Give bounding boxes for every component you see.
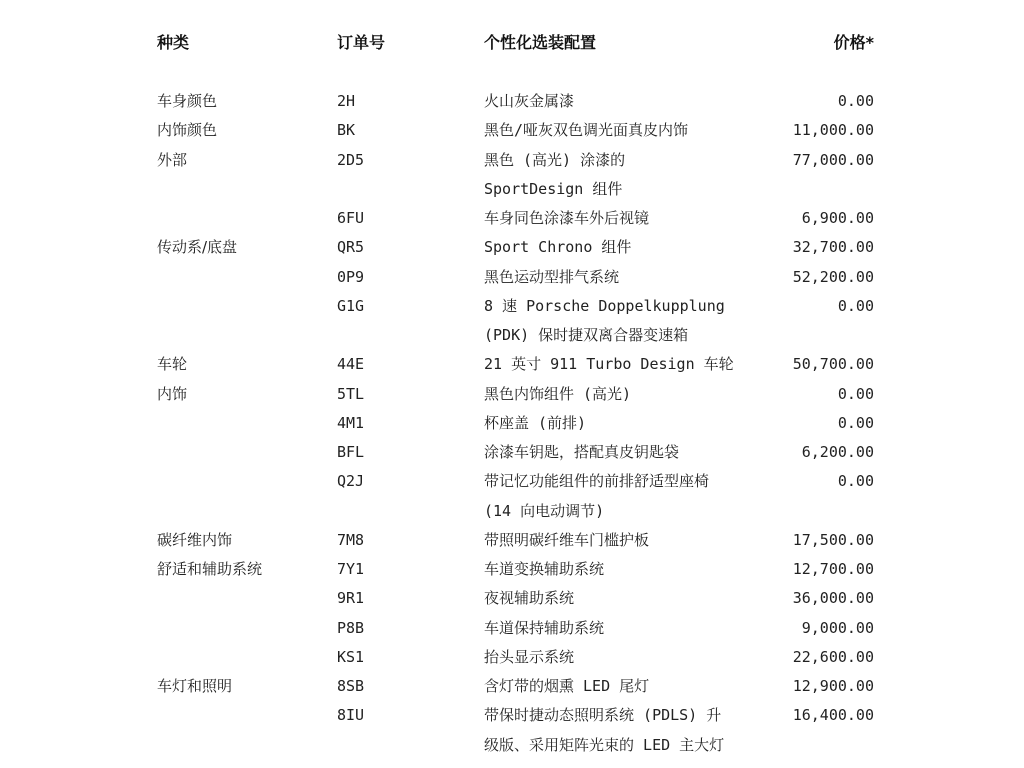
row-option: 黑色/哑灰双色调光面真皮内饰: [484, 121, 689, 140]
row-order-number: 8IU: [337, 706, 365, 725]
row-price: 11,000.00: [792, 121, 874, 140]
row-price: 6,200.00: [801, 443, 874, 461]
row-order-number: BK: [337, 121, 356, 140]
table-row: [0, 204, 1024, 233]
row-option: 21 英寸 911 Turbo Design 车轮: [484, 355, 734, 374]
row-order-number: 0P9: [337, 267, 365, 286]
row-option: (PDK) 保时捷双离合器变速箱: [484, 326, 689, 344]
table-row: [0, 175, 1024, 204]
table-row: [0, 321, 1024, 350]
row-order-number: Q2J: [337, 472, 365, 491]
row-category: 碳纤维内饰: [157, 530, 233, 549]
row-order-number: QR5: [337, 238, 365, 257]
row-category: 舒适和辅助系统: [157, 560, 263, 578]
table-row: [0, 584, 1024, 613]
row-price: 0.00: [837, 384, 874, 403]
row-price: 32,700.00: [792, 238, 874, 257]
row-price: 0.00: [837, 472, 874, 491]
row-option: Sport Chrono 组件: [484, 238, 632, 257]
row-price: 12,900.00: [792, 677, 874, 695]
row-price: 36,000.00: [792, 589, 874, 608]
row-option: 杯座盖 (前排): [484, 413, 587, 432]
row-option: 级版、采用矩阵光束的 LED 主大灯: [484, 735, 725, 754]
row-option: 夜视辅助系统: [484, 589, 575, 608]
options-table: [0, 87, 1024, 760]
table-row: [0, 467, 1024, 496]
row-order-number: G1G: [337, 296, 365, 315]
row-option: 带照明碳纤维车门槛护板: [484, 530, 650, 549]
row-category: 外部: [157, 150, 188, 169]
row-order-number: 8SB: [337, 677, 365, 695]
row-order-number: 4M1: [337, 413, 365, 432]
table-row: [0, 292, 1024, 321]
header-price: 价格*: [833, 33, 874, 52]
header-order-number: 订单号: [337, 33, 386, 52]
row-order-number: 5TL: [337, 384, 365, 403]
row-option: 含灯带的烟熏 LED 尾灯: [484, 677, 650, 695]
row-order-number: 2D5: [337, 150, 365, 169]
row-category: 内饰: [157, 384, 188, 403]
row-option: SportDesign 组件: [484, 179, 623, 198]
table-row: [0, 263, 1024, 292]
row-order-number: 44E: [337, 355, 365, 374]
row-price: 9,000.00: [801, 618, 874, 637]
table-row: [0, 643, 1024, 672]
row-order-number: 7M8: [337, 530, 365, 549]
row-category: 车灯和照明: [157, 677, 233, 695]
table-row: [0, 380, 1024, 409]
row-order-number: 9R1: [337, 589, 365, 608]
table-row: [0, 233, 1024, 262]
row-option: 涂漆车钥匙，搭配真皮钥匙袋: [484, 443, 680, 461]
table-row: [0, 672, 1024, 701]
row-option: 黑色运动型排气系统: [484, 267, 620, 286]
row-option: 车身同色涂漆车外后视镜: [484, 209, 650, 227]
row-order-number: 7Y1: [337, 560, 365, 578]
row-category: 内饰颜色: [157, 121, 218, 140]
row-price: 17,500.00: [792, 530, 874, 549]
table-row: [0, 555, 1024, 584]
table-row: [0, 526, 1024, 555]
row-option: 车道保持辅助系统: [484, 618, 605, 637]
table-row: [0, 731, 1024, 760]
row-price: 0.00: [837, 413, 874, 432]
row-option: 带保时捷动态照明系统 (PDLS) 升: [484, 706, 722, 725]
row-option: 抬头显示系统: [484, 647, 575, 666]
row-price: 22,600.00: [792, 647, 874, 666]
row-order-number: 6FU: [337, 209, 365, 227]
row-option: 8 速 Porsche Doppelkupplung: [484, 296, 725, 315]
table-row: [0, 87, 1024, 116]
header-option: 个性化选装配置: [484, 33, 597, 52]
row-price: 50,700.00: [792, 355, 874, 374]
row-option: 车道变换辅助系统: [484, 560, 605, 578]
row-option: (14 向电动调节): [484, 501, 605, 520]
row-price: 52,200.00: [792, 267, 874, 286]
table-row: [0, 497, 1024, 526]
row-price: 0.00: [837, 296, 874, 315]
row-option: 带记忆功能组件的前排舒适型座椅: [484, 472, 710, 491]
row-option: 火山灰金属漆: [484, 92, 575, 110]
row-option: 黑色内饰组件 (高光): [484, 384, 632, 403]
table-row: [0, 438, 1024, 467]
row-price: 16,400.00: [792, 706, 874, 725]
row-order-number: BFL: [337, 443, 365, 461]
row-category: 传动系/底盘: [157, 238, 238, 257]
table-row: [0, 701, 1024, 730]
row-order-number: KS1: [337, 647, 365, 666]
row-price: 6,900.00: [801, 209, 874, 227]
table-row: [0, 146, 1024, 175]
row-option: 黑色 (高光) 涂漆的: [484, 150, 626, 169]
table-row: [0, 116, 1024, 145]
row-order-number: P8B: [337, 618, 365, 637]
row-price: 0.00: [837, 92, 874, 110]
row-category: 车轮: [157, 355, 188, 374]
table-row: [0, 614, 1024, 643]
row-category: 车身颜色: [157, 92, 218, 110]
row-order-number: 2H: [337, 92, 356, 110]
table-row: [0, 350, 1024, 379]
table-row: [0, 409, 1024, 438]
row-price: 12,700.00: [792, 560, 874, 578]
row-price: 77,000.00: [792, 150, 874, 169]
header-category: 种类: [157, 33, 190, 52]
